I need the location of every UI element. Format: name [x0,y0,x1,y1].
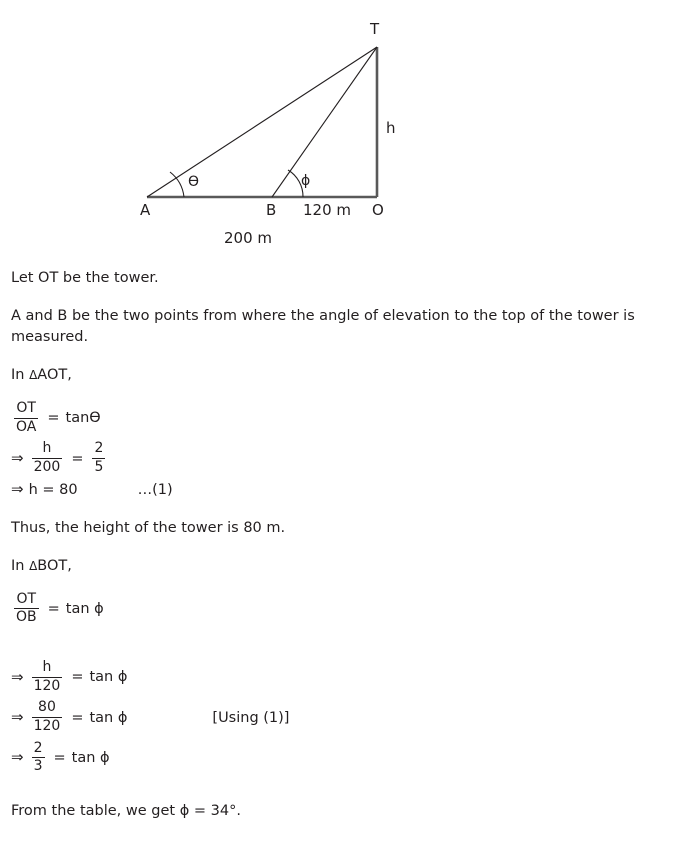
triangle-symbol: Δ [29,558,38,573]
equation-ot-over-ob [11,592,651,626]
fraction-denominator: 120 [33,718,61,735]
fraction-h-200 [32,441,63,475]
implies-arrow: ⇒ [11,480,24,499]
fraction-numerator: 80 [38,699,56,716]
fraction-denominator: 200 [33,459,61,476]
tan-theta: tanϴ [65,410,101,427]
equation-h-equals-80 [11,482,651,498]
fraction-denominator: 5 [94,459,104,476]
tower-diagram [0,0,676,262]
statement-final-answer: From the table, we get ɸ = 34°. [11,803,241,820]
height-label-h: h [386,119,396,137]
fraction-numerator: OT [16,400,36,416]
equals-sign: = [71,450,84,467]
statement-points-ab: A and B be the two points from where the angle of elevation to the top of the tower is measured. [11,308,635,345]
fraction-2-5 [92,441,105,475]
heading-aot-prefix: In [11,367,30,383]
vertex-label-B: B [266,201,277,219]
segment-label-120m: 120 m [303,201,352,219]
fraction-numerator: h [42,440,52,457]
statement-height-result: Thus, the height of the tower is 80 m. [11,519,286,536]
equals-sign: = [47,600,60,617]
fraction-numerator: 2 [94,440,104,457]
heading-triangle-bot [11,556,651,577]
fraction-numerator: OT [16,590,37,607]
tan-phi: tan ɸ [89,669,128,686]
fraction-ot-oa [14,401,38,435]
equals-sign: = [47,410,60,427]
implies-arrow: ⇒ [11,449,24,468]
equation-2-over-3 [11,741,651,775]
tan-phi: tan ɸ [89,709,128,726]
result-h-80: h = 80 [28,481,78,498]
vertex-label-T: T [370,20,380,38]
fraction-2-3 [32,741,45,775]
equation-tag-1: …(1) [137,481,173,498]
equals-sign: = [71,709,84,726]
heading-triangle-aot [11,365,651,386]
segment-label-200m: 200 m [224,229,273,247]
implies-arrow: ⇒ [11,708,24,727]
vertex-label-A: A [140,201,151,219]
line-BT [272,47,377,197]
fraction-numerator: 2 [33,739,43,756]
fraction-denominator: OB [16,609,37,626]
heading-bot-text: BOT, [37,557,72,574]
fraction-numerator: h [42,659,52,676]
statement-let-ot: Let OT be the tower. [11,270,159,286]
heading-aot-text: AOT, [37,367,72,383]
fraction-h-120 [32,660,63,694]
heading-bot-prefix: In [11,557,30,574]
angle-label-theta: ϴ [188,174,200,190]
tower-diagram-svg [0,0,676,262]
using-note: [Using (1)] [212,709,290,726]
equals-sign: = [71,669,84,686]
solution-body [11,268,651,839]
fraction-denominator: 3 [33,758,43,775]
equation-h-over-120 [11,660,651,694]
equation-h-over-200 [11,441,651,475]
vertex-label-O: O [372,201,384,219]
equation-ot-over-oa [11,401,651,435]
fraction-80-120 [32,700,63,734]
implies-arrow: ⇒ [11,667,24,686]
triangle-symbol: Δ [29,368,38,382]
fraction-denominator: OA [16,418,37,435]
equation-80-over-120 [11,700,651,734]
line-AT [147,47,377,197]
angle-label-phi: ɸ [301,173,311,189]
tan-phi: tan ɸ [71,749,110,766]
equals-sign: = [53,749,66,766]
fraction-ot-ob [14,592,39,626]
tan-phi: tan ɸ [65,600,104,617]
angle-arc-theta [170,172,184,197]
implies-arrow: ⇒ [11,748,24,767]
fraction-denominator: 120 [33,677,61,694]
